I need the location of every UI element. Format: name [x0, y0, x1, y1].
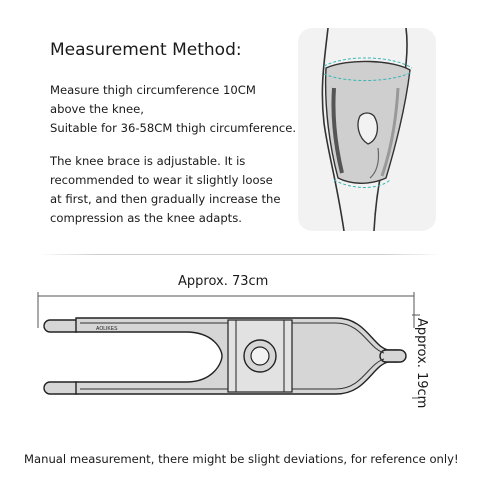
knee-leg-icon — [298, 28, 436, 231]
length-dimension-label: Approx. 73cm — [178, 274, 269, 289]
adjustment-note: The knee brace is adjustable. It is recommended to wear it slightly loose at first, and then gradually increase the compression as the knee adapts. — [50, 154, 281, 225]
knee-illustration — [298, 28, 436, 231]
disclaimer-note: Manual measurement, there might be slight deviations, for reference only! — [24, 452, 459, 466]
knee-brace-diagram — [36, 290, 426, 420]
section-divider — [38, 254, 442, 255]
page-title: Measurement Method: — [50, 40, 242, 60]
brand-label: AOLIKES — [96, 326, 118, 332]
measurement-instructions: Measure thigh circumference 10CM above the knee, Suitable for 36-58CM thigh circumference. — [50, 83, 297, 135]
height-dimension-label: Approx. 19cm — [414, 318, 429, 409]
